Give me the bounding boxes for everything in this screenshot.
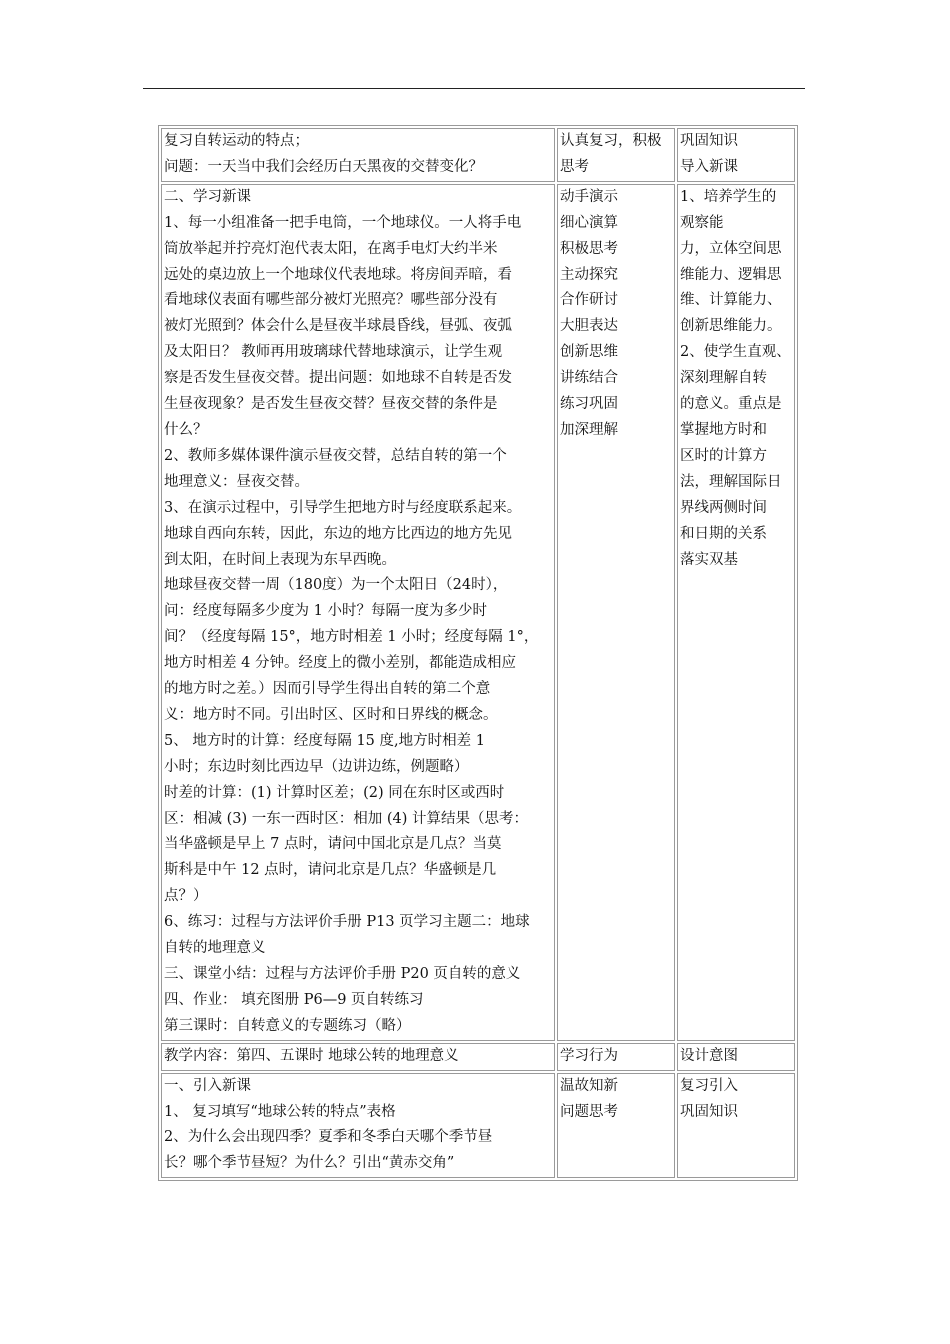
text-line: 远处的桌边放上一个地球仪代表地球。将房间弄暗，看 bbox=[164, 266, 512, 283]
text-line: 义：地方时不同。引出时区、区时和日界线的概念。 bbox=[164, 706, 498, 723]
text-line: 主动探究 bbox=[560, 266, 618, 283]
text-line: 三、课堂小结：过程与方法评价手册 P20 页自转的意义 bbox=[164, 966, 521, 982]
design-intent-cell bbox=[677, 128, 795, 182]
table-row bbox=[161, 184, 795, 1041]
content-cell bbox=[161, 1073, 555, 1179]
design-intent-cell bbox=[677, 184, 795, 1041]
learning-behavior-cell bbox=[557, 1073, 675, 1179]
text-line: 地球昼夜交替一周（180度）为一个太阳日（24时）， bbox=[164, 577, 508, 594]
text-line: 掌握地方时和 bbox=[680, 421, 767, 438]
text-line: 观察能 bbox=[680, 214, 724, 231]
text-line: 大胆表达 bbox=[560, 318, 618, 335]
text-line: 四、作业： 填充图册 P6—9 页自转练习 bbox=[164, 991, 424, 1008]
text-line: 区：相减 (3) 一东一西时区：相加 (4) 计算结果（思考： bbox=[164, 810, 529, 827]
text-line: 积极思考 bbox=[560, 240, 618, 257]
text-line: 筒放举起并拧亮灯泡代表太阳，在离手电灯大约半米 bbox=[164, 240, 498, 257]
text-line: 细心演算 bbox=[560, 214, 618, 231]
text-line: 设计意图 bbox=[680, 1047, 738, 1064]
text-line: 二、学习新课 bbox=[164, 188, 251, 205]
text-line: 3、在演示过程中，引导学生把地方时与经度联系起来。 bbox=[164, 499, 522, 516]
text-line: 问：经度每隔多少度为 1 小时？每隔一度为多少时 bbox=[164, 603, 487, 620]
text-line: 复习引入 bbox=[680, 1077, 738, 1094]
text-line: 看地球仪表面有哪些部分被灯光照亮？哪些部分没有 bbox=[164, 292, 498, 309]
content-cell bbox=[161, 184, 555, 1041]
text-line: 2、教师多媒体课件演示昼夜交替，总结自转的第一个 bbox=[164, 447, 507, 464]
text-line: 点？） bbox=[164, 888, 208, 905]
text-line: 当华盛顿是早上 7 点时，请问中国北京是几点？当莫 bbox=[164, 836, 502, 853]
text-line: 讲练结合 bbox=[560, 370, 618, 387]
text-line: 深刻理解自转 bbox=[680, 370, 767, 387]
text-line: 1、 复习填写“地球公转的特点”表格 bbox=[164, 1103, 396, 1120]
lesson-plan-table bbox=[158, 125, 798, 1181]
text-line: 问题：一天当中我们会经历白天黑夜的交替变化？ bbox=[164, 158, 483, 175]
text-line: 创新思维能力。 bbox=[680, 318, 782, 335]
text-line: 时差的计算：(1) 计算时区差；(2) 同在东时区或西时 bbox=[164, 784, 505, 801]
text-line: 学习行为 bbox=[560, 1047, 618, 1064]
text-line: 被灯光照到？体会什么是昼夜半球晨昏线，昼弧、夜弧 bbox=[164, 318, 512, 335]
text-line: 什么？ bbox=[164, 421, 208, 438]
text-line: 察是否发生昼夜交替。提出问题：如地球不自转是否发 bbox=[164, 370, 512, 387]
text-line: 问题思考 bbox=[560, 1103, 618, 1120]
text-line: 间？（经度每隔 15°，地方时相差 1 小时；经度每隔 1°， bbox=[164, 629, 539, 646]
learning-behavior-cell bbox=[557, 184, 675, 1041]
text-line: 和日期的关系 bbox=[680, 525, 767, 542]
text-line: 力，立体空间思 bbox=[680, 240, 782, 257]
text-line: 自转的地理意义 bbox=[164, 940, 266, 957]
text-line: 长？哪个季节昼短？为什么？引出“黄赤交角” bbox=[164, 1155, 455, 1172]
text-line: 思考 bbox=[560, 158, 589, 175]
text-line: 生昼夜现象？是否发生昼夜交替？昼夜交替的条件是 bbox=[164, 396, 498, 413]
header-rule bbox=[143, 88, 805, 89]
text-line: 教学内容：第四、五课时 地球公转的地理意义 bbox=[164, 1047, 459, 1064]
text-line: 落实双基 bbox=[680, 551, 738, 568]
table-row bbox=[161, 128, 795, 182]
text-line: 地球自西向东转，因此，东边的地方比西边的地方先见 bbox=[164, 525, 512, 542]
text-line: 加深理解 bbox=[560, 421, 618, 438]
learning-behavior-cell bbox=[557, 128, 675, 182]
text-line: 2、为什么会出现四季？夏季和冬季白天哪个季节昼 bbox=[164, 1129, 493, 1146]
text-line: 的意义。重点是 bbox=[680, 396, 782, 413]
text-line: 维、计算能力、 bbox=[680, 292, 782, 309]
text-line: 区时的计算方 bbox=[680, 447, 767, 464]
text-line: 2、使学生直观、 bbox=[680, 344, 791, 361]
design-intent-cell bbox=[677, 1073, 795, 1179]
text-line: 1、培养学生的 bbox=[680, 188, 777, 205]
text-line: 6、练习：过程与方法评价手册 P13 页学习主题二：地球 bbox=[164, 914, 530, 931]
text-line: 巩固知识 bbox=[680, 133, 738, 149]
text-line: 练习巩固 bbox=[560, 396, 618, 413]
table-row bbox=[161, 1043, 795, 1071]
text-line: 地理意义：昼夜交替。 bbox=[164, 473, 309, 490]
text-line: 地方时相差 4 分钟。经度上的微小差别，都能造成相应 bbox=[164, 655, 516, 672]
text-line: 导入新课 bbox=[680, 158, 738, 175]
text-line: 一、引入新课 bbox=[164, 1077, 251, 1094]
table-row bbox=[161, 1073, 795, 1179]
design-intent-cell bbox=[677, 1043, 795, 1071]
text-line: 斯科是中午 12 点时，请问北京是几点？华盛顿是几 bbox=[164, 862, 497, 879]
text-line: 认真复习，积极 bbox=[560, 133, 662, 149]
text-line: 到太阳，在时间上表现为东早西晚。 bbox=[164, 551, 396, 568]
text-line: 动手演示 bbox=[560, 188, 618, 205]
text-line: 第三课时：自转意义的专题练习（略） bbox=[164, 1017, 411, 1034]
text-line: 界线两侧时间 bbox=[680, 499, 767, 516]
text-line: 小时；东边时刻比西边早（边讲边练，例题略） bbox=[164, 758, 469, 775]
text-line: 复习自转运动的特点； bbox=[164, 133, 309, 149]
learning-behavior-cell bbox=[557, 1043, 675, 1071]
text-line: 温故知新 bbox=[560, 1077, 618, 1094]
content-cell bbox=[161, 128, 555, 182]
text-line: 巩固知识 bbox=[680, 1103, 738, 1120]
text-line: 创新思维 bbox=[560, 344, 618, 361]
text-line: 法，理解国际日 bbox=[680, 473, 782, 490]
text-line: 及太阳日？ 教师再用玻璃球代替地球演示，让学生观 bbox=[164, 344, 503, 361]
text-line: 5、 地方时的计算：经度每隔 15 度,地方时相差 1 bbox=[164, 732, 485, 749]
text-line: 1、每一小组准备一把手电筒，一个地球仪。一人将手电 bbox=[164, 214, 522, 231]
text-line: 的地方时之差。）因而引导学生得出自转的第二个意 bbox=[164, 681, 491, 698]
text-line: 合作研讨 bbox=[560, 292, 618, 309]
text-line: 维能力、逻辑思 bbox=[680, 266, 782, 283]
content-cell bbox=[161, 1043, 555, 1071]
